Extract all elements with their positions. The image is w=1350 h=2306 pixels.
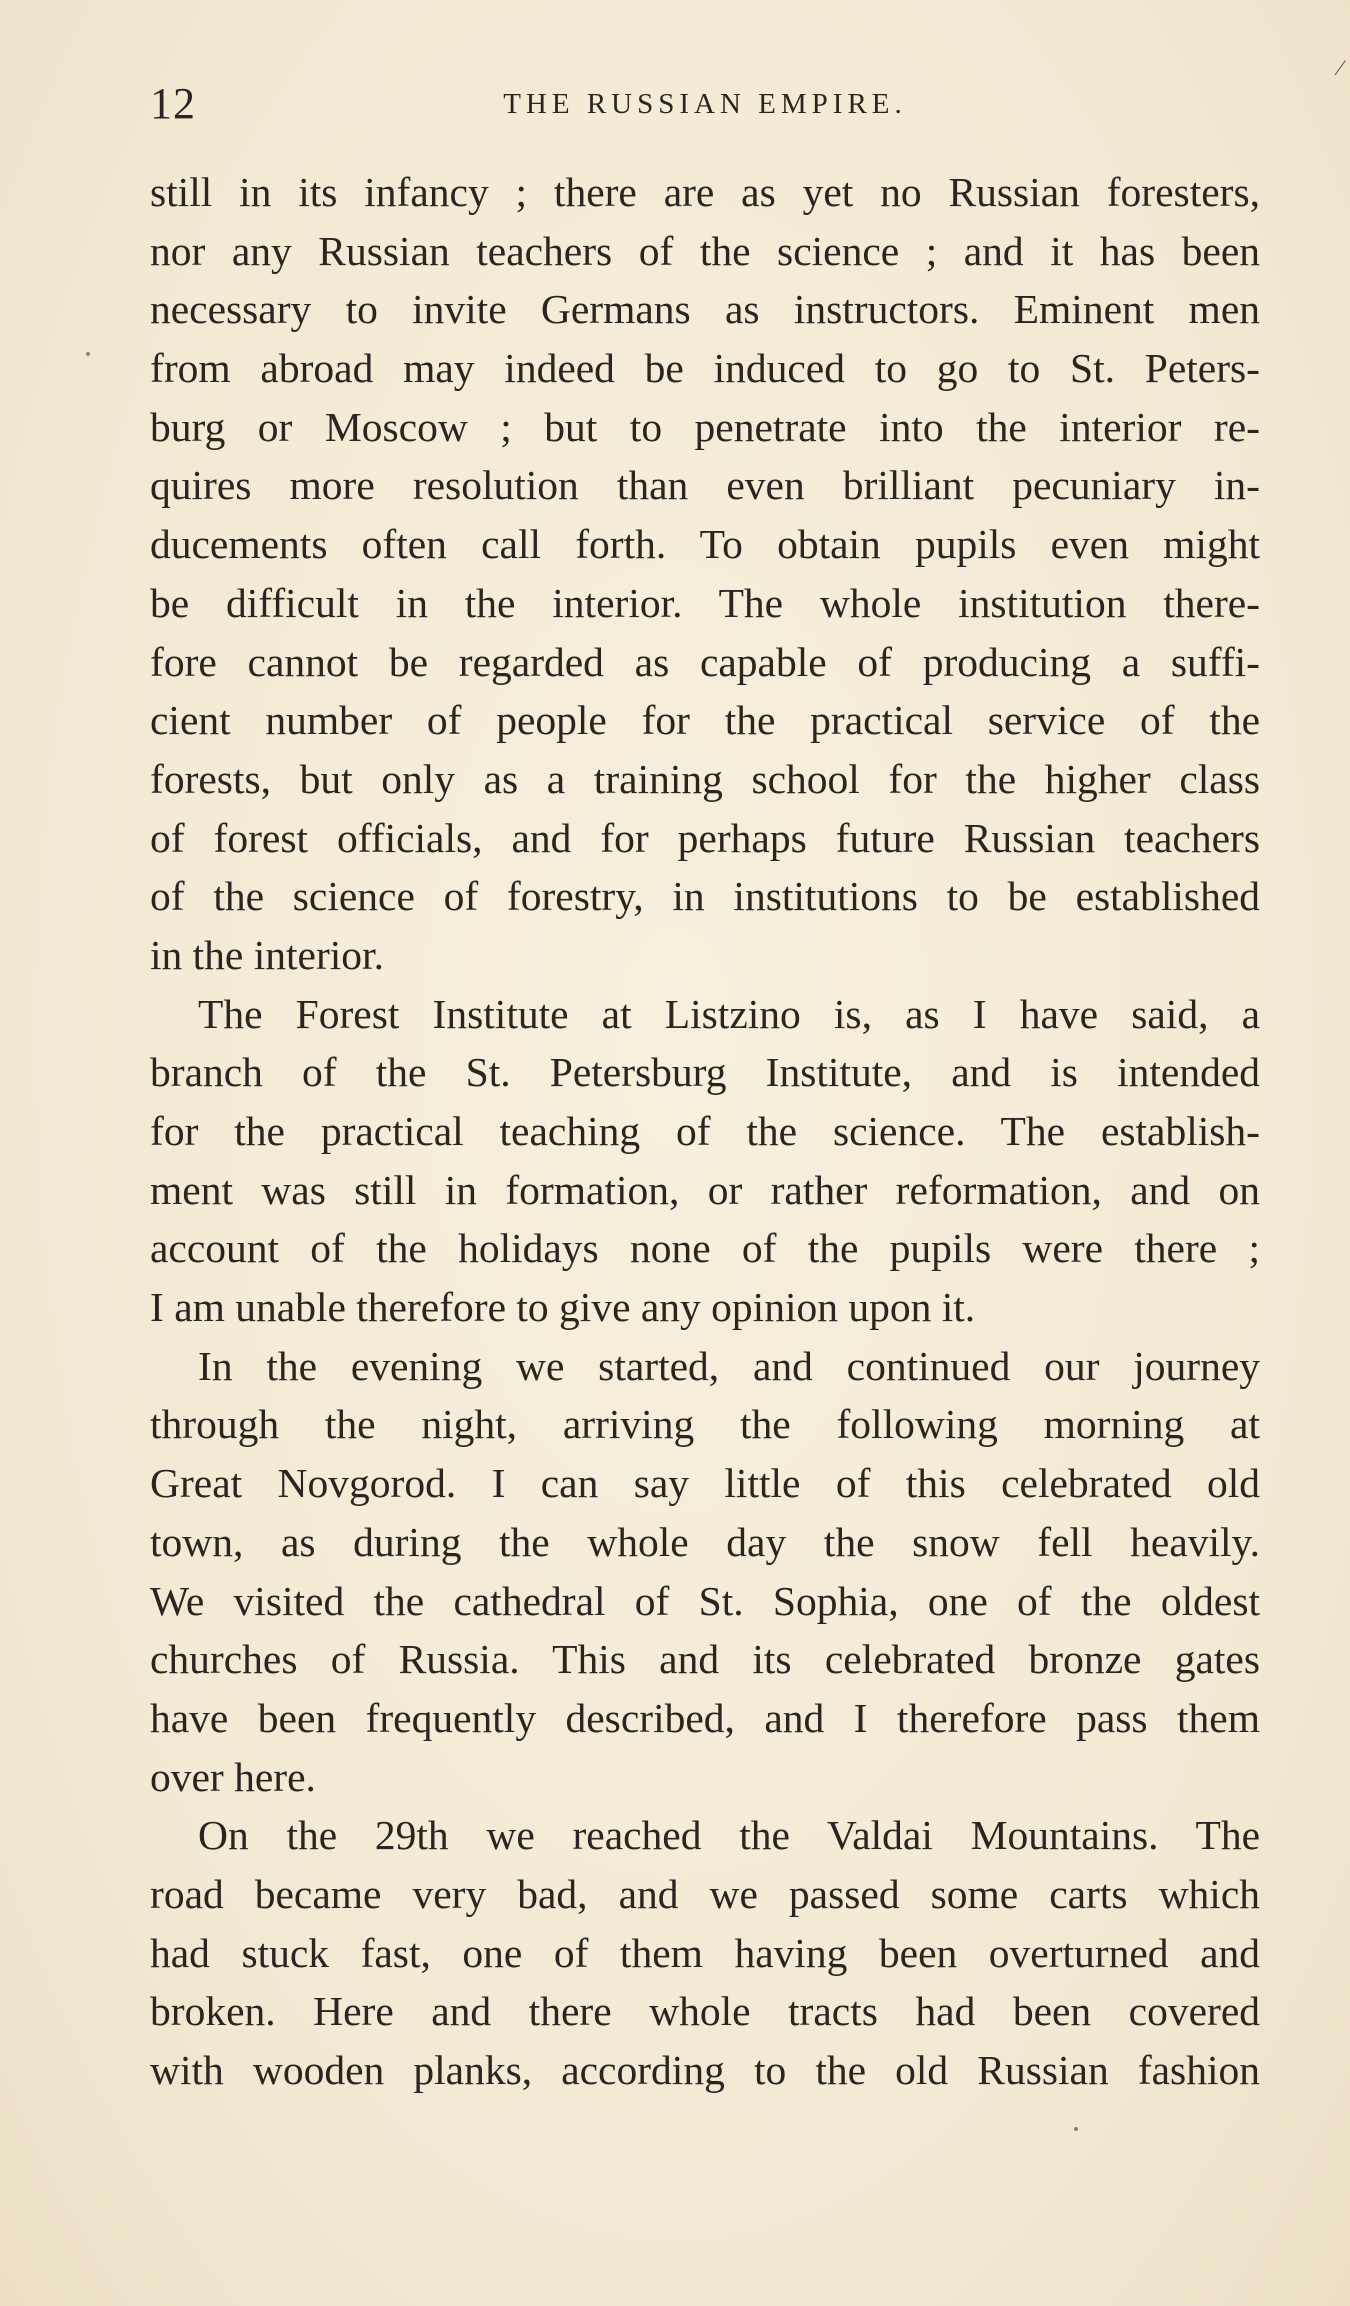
text-line: had stuck fast, one of them having been overturned and (150, 1929, 1260, 1976)
text-line: still in its infancy ; there are as yet no Russian foresters, (150, 169, 1260, 215)
text-line: forests, but only as a training school for the higher class (150, 755, 1260, 802)
text-line: branch of the St. Petersburg Institute, and is intended (150, 1049, 1260, 1096)
text-line: necessary to invite Germans as instructors. Eminent men (150, 286, 1260, 333)
corner-mark-icon: ⁄ (1338, 55, 1342, 80)
text-line: On the 29th we reached the Valdai Mountains. The (198, 1812, 1260, 1859)
text-line: nor any Russian teachers of the science ; and it has been (150, 227, 1260, 274)
text-line: in the interior. (150, 931, 384, 978)
text-line: road became very bad, and we passed some carts which (150, 1870, 1260, 1917)
text-line: We visited the cathedral of St. Sophia, one of the oldest (150, 1577, 1260, 1624)
text-line: with wooden planks, according to the old Russian fashion (150, 2047, 1260, 2093)
text-line: be difficult in the interior. The whole institution there- (150, 579, 1260, 626)
text-line: In the evening we started, and continued our journey (198, 1342, 1260, 1389)
text-line: broken. Here and there whole tracts had been covered (150, 1988, 1260, 2035)
running-title: THE RUSSIAN EMPIRE. (503, 88, 907, 120)
text-line: quires more resolution than even brilliant pecuniary in- (150, 462, 1260, 509)
text-line: town, as during the whole day the snow fell heavily. (150, 1518, 1260, 1565)
text-line: through the night, arriving the following morning at (150, 1401, 1260, 1448)
page-number: 12 (150, 79, 196, 128)
text-line: The Forest Institute at Listzino is, as I have said, a (198, 990, 1260, 1037)
page-header (150, 78, 1260, 138)
text-line: ducements often call forth. To obtain pupils even might (150, 521, 1260, 568)
text-line: account of the holidays none of the pupils were there ; (150, 1225, 1260, 1272)
text-line: for the practical teaching of the science. The establish- (150, 1108, 1260, 1154)
text-line: cient number of people for the practical service of the (150, 697, 1260, 744)
body-text (150, 163, 1260, 2100)
text-line: of forest officials, and for perhaps future Russian teachers (150, 814, 1260, 861)
text-line: have been frequently described, and I therefore pass them (150, 1694, 1260, 1741)
text-line: over here. (150, 1753, 316, 1800)
text-line: churches of Russia. This and its celebrated bronze gates (150, 1636, 1260, 1683)
text-line: fore cannot be regarded as capable of producing a suffi- (150, 638, 1260, 685)
paper-speck (86, 352, 90, 356)
paper-speck (1074, 2127, 1078, 2131)
text-line: Great Novgorod. I can say little of this celebrated old (150, 1460, 1260, 1507)
text-line: of the science of forestry, in institutions to be established (150, 873, 1260, 920)
text-line: I am unable therefore to give any opinion upon it. (150, 1284, 976, 1331)
text-line: from abroad may indeed be induced to go to St. Peters- (150, 345, 1260, 392)
text-line: ment was still in formation, or rather reformation, and on (150, 1166, 1260, 1213)
text-line: burg or Moscow ; but to penetrate into the interior re- (150, 403, 1260, 450)
